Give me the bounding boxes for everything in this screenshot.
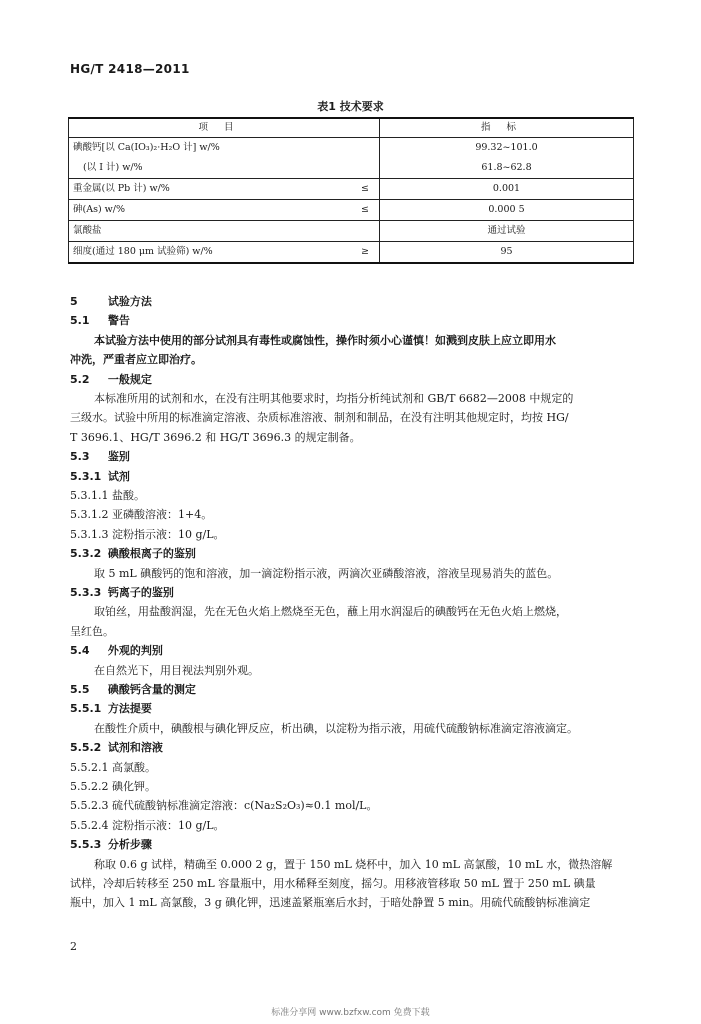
line-text: 警告: [107, 314, 130, 328]
section-line: [70, 545, 640, 561]
section-number: 5.3: [70, 450, 90, 464]
paragraph-line: [94, 603, 664, 619]
section-number: 5.3.2: [70, 547, 102, 561]
row-name: 砷(As) w/%: [69, 200, 352, 221]
section-line: [70, 759, 640, 775]
section-line: [70, 700, 640, 716]
row-value: 通过试验: [380, 221, 634, 242]
row-value: 0.001: [380, 179, 634, 200]
row-value: 0.000 5: [380, 200, 634, 221]
line-text: 高氯酸。: [111, 760, 156, 774]
line-text: 鉴别: [107, 450, 130, 464]
section-line: [70, 468, 640, 484]
document-header: HG/T 2418—2011: [70, 62, 190, 76]
line-text: 试验方法: [107, 295, 152, 308]
section-number: 5.5.2.2: [70, 780, 109, 793]
paragraph-line: [70, 429, 640, 445]
line-text: 取 5 mL 碘酸钙的饱和溶液，加一滴淀粉指示液，两滴次亚磷酸溶液，溶液呈现易消失的蓝色。: [94, 566, 559, 580]
row-name: 细度(通过 180 μm 试验筛) w/%: [69, 242, 352, 264]
line-text: 淀粉指示液：10 g/L。: [111, 818, 225, 832]
row-value: 61.8~62.8: [380, 158, 634, 179]
line-text: 冲洗，严重者应立即治疗。: [70, 353, 202, 367]
section-line: [70, 642, 640, 658]
line-text: 呈红色。: [70, 624, 114, 638]
paragraph-line: [70, 894, 640, 910]
section-number: 5.5.3: [70, 838, 102, 852]
line-text: 钙离子的鉴别: [107, 586, 174, 599]
line-text: 外观的判别: [107, 644, 163, 658]
section-number: 5.5.2.1: [70, 760, 109, 774]
row-comparator: [351, 138, 380, 159]
paragraph-line: [70, 875, 640, 891]
footer-watermark: 标准分享网 www.bzfxw.com 免费下载: [271, 1008, 430, 1018]
row-value: 99.32~101.0: [380, 138, 634, 159]
section-number: 5.3.1.1: [70, 489, 109, 502]
row-name: 重金属(以 Pb 计) w/%: [69, 179, 352, 200]
section-number: 5.5.2: [70, 741, 102, 755]
line-text: 在自然光下，用目视法判别外观。: [94, 663, 259, 677]
section-line: [70, 584, 640, 600]
table-row: [69, 242, 634, 264]
line-text: 一般规定: [107, 372, 152, 386]
section-line: [70, 487, 640, 503]
col-header-item: 项目: [69, 118, 380, 138]
line-text: 称取 0.6 g 试样，精确至 0.000 2 g，置于 150 mL 烧杯中，加入 10 mL 高氯酸，10 mL 水，微热溶解: [94, 857, 613, 871]
section-number: 5.5.1: [70, 702, 102, 716]
section-number: 5.3.1.2: [70, 508, 109, 522]
line-text: 试剂和溶液: [107, 741, 163, 755]
line-text: 三级水。试验中所用的标准滴定溶液、杂质标准溶液、制剂和制品，在没有注明其他规定时，均按 HG/: [70, 411, 569, 425]
line-text: 取铂丝，用盐酸润湿，先在无色火焰上燃烧至无色，蘸上用水润湿后的碘酸钙在无色火焰上燃烧，: [94, 605, 567, 619]
line-text: 试剂: [107, 469, 130, 483]
line-text: 碘化钾。: [111, 780, 156, 793]
paragraph-line: [70, 409, 640, 425]
line-text: 本试验方法中使用的部分试剂具有毒性或腐蚀性，操作时须小心谨慎！如溅到皮肤上应立即用水: [94, 333, 556, 347]
section-line: [70, 293, 640, 309]
table-caption: 表1 技术要求: [317, 100, 384, 113]
section-number: 5.3.3: [70, 586, 102, 599]
line-text: 方法提要: [107, 702, 152, 716]
line-text: 本标准所用的试剂和水，在没有注明其他要求时，均指分析纯试剂和 GB/T 6682—2008 中规定的: [94, 392, 574, 405]
section-line: [70, 681, 640, 697]
page-number: 2: [70, 940, 77, 953]
section-line: [70, 371, 640, 387]
table-row: [69, 179, 634, 200]
row-name: (以 I 计) w/%: [69, 158, 352, 179]
line-text: 试样，冷却后转移至 250 mL 容量瓶中，用水稀释至刻度，摇匀。用移液管移取 50 mL 置于 250 mL 碘量: [70, 877, 596, 890]
row-comparator: [351, 221, 380, 242]
paragraph-line: [94, 565, 664, 581]
line-text: 碘酸钙含量的测定: [107, 683, 196, 696]
row-comparator: ≥: [351, 242, 380, 264]
section-line: [70, 797, 640, 813]
section-number: 5.3.1.3: [70, 527, 109, 541]
row-comparator: ≤: [351, 200, 380, 221]
line-text: 碘酸根离子的鉴别: [107, 547, 196, 561]
table-row: [69, 138, 634, 159]
paragraph-line: [94, 390, 664, 406]
section-line: [70, 448, 640, 464]
section-line: [70, 312, 640, 328]
section-number: 5.5.2.3: [70, 799, 109, 813]
section-number: 5.5.2.4: [70, 818, 109, 832]
section-line: [70, 817, 640, 833]
paragraph-line: [94, 332, 664, 348]
paragraph-line: [94, 856, 664, 872]
section-number: 5.2: [70, 372, 90, 386]
table-row: [69, 221, 634, 242]
paragraph-line: [94, 720, 664, 736]
section-line: [70, 506, 640, 522]
line-text: T 3696.1、HG/T 3696.2 和 HG/T 3696.3 的规定制备。: [70, 430, 361, 444]
line-text: 在酸性介质中，碘酸根与碘化钾反应，析出碘，以淀粉为指示液，用硫代硫酸钠标准滴定溶液滴定。: [94, 721, 578, 735]
section-line: [70, 778, 640, 794]
table-row: [69, 200, 634, 221]
table-row: [69, 158, 634, 179]
line-text: 分析步骤: [107, 838, 152, 852]
line-text: 淀粉指示液：10 g/L。: [111, 527, 225, 541]
section-line: [70, 836, 640, 852]
section-number: 5.3.1: [70, 469, 102, 483]
line-text: 亚磷酸溶液：1+4。: [111, 508, 213, 522]
line-text: 瓶中，加入 1 mL 高氯酸，3 g 碘化钾，迅速盖紧瓶塞后水封，于暗处静置 5 min。用硫代硫酸钠标准滴定: [70, 896, 591, 910]
paragraph-line: [94, 662, 664, 678]
section-number: 5.4: [70, 644, 90, 658]
row-name: 氯酸盐: [69, 221, 352, 242]
section-number: 5.5: [70, 683, 90, 696]
paragraph-line: [70, 623, 640, 639]
paragraph-line: [70, 351, 640, 367]
technical-requirements-table: [68, 117, 634, 264]
section-line: [70, 526, 640, 542]
row-comparator: [351, 158, 380, 179]
col-header-index: 指标: [380, 118, 634, 138]
line-text: 硫代硫酸钠标准滴定溶液：c(Na₂S₂O₃)≈0.1 mol/L。: [111, 799, 378, 813]
section-number: 5.1: [70, 314, 90, 328]
section-line: [70, 739, 640, 755]
line-text: 盐酸。: [111, 489, 145, 502]
row-name: 碘酸钙[以 Ca(IO₃)₂·H₂O 计] w/%: [69, 138, 352, 159]
row-comparator: ≤: [351, 179, 380, 200]
section-number: 5: [70, 295, 78, 308]
row-value: 95: [380, 242, 634, 264]
